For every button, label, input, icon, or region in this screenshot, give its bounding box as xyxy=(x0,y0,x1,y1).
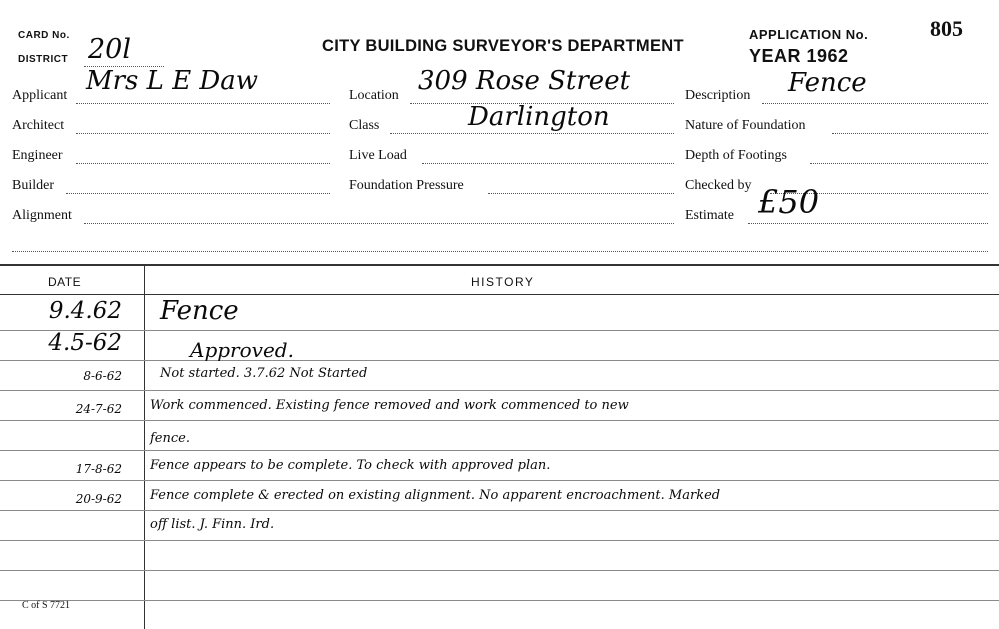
history-text: Approved. xyxy=(190,338,294,362)
live-load-label: Live Load xyxy=(349,148,407,163)
blank-dotted-line xyxy=(12,251,988,252)
class-label: Class xyxy=(349,118,380,133)
live-load-line xyxy=(422,163,674,164)
history-column-header: HISTORY xyxy=(471,275,535,289)
architect-label: Architect xyxy=(12,118,65,133)
history-text: fence. xyxy=(150,431,190,446)
engineer-label: Engineer xyxy=(12,148,63,163)
foundation-pressure-line xyxy=(488,193,674,194)
department-title: CITY BUILDING SURVEYOR'S DEPARTMENT xyxy=(322,37,684,55)
history-top-rule xyxy=(0,264,999,266)
engineer-line xyxy=(76,163,330,164)
builder-label: Builder xyxy=(12,178,54,193)
ruled-line xyxy=(0,390,999,391)
ruled-line xyxy=(0,450,999,451)
architect-line xyxy=(76,133,330,134)
description-line xyxy=(762,103,988,104)
card-number: 805 xyxy=(930,16,963,41)
location-value: 309 Rose Street xyxy=(418,66,631,96)
district-value: 20l xyxy=(88,34,131,65)
ruled-line xyxy=(0,540,999,541)
ruled-line xyxy=(0,570,999,571)
form-number: C of S 7721 xyxy=(22,600,71,611)
ruled-line xyxy=(0,330,999,331)
ruled-line xyxy=(0,420,999,421)
history-date: 4.5-62 xyxy=(48,330,122,356)
applicant-line xyxy=(76,103,330,104)
year-label: YEAR 1962 xyxy=(749,46,849,66)
history-date: 17-8-62 xyxy=(75,462,122,476)
estimate-value: £50 xyxy=(758,183,820,221)
depth-of-footings-line xyxy=(810,163,988,164)
ruled-line xyxy=(0,480,999,481)
card-no-label: CARD No. xyxy=(18,30,70,41)
history-text: Fence appears to be complete. To check with approved plan. xyxy=(150,458,551,473)
alignment-line xyxy=(84,223,674,224)
nature-of-foundation-line xyxy=(832,133,988,134)
date-column-divider xyxy=(144,266,145,629)
history-date: 24-7-62 xyxy=(75,402,122,416)
description-label: Description xyxy=(685,88,751,103)
district-label: DISTRICT xyxy=(18,54,69,65)
history-text: Work commenced. Existing fence removed and work commenced to new xyxy=(150,398,629,413)
applicant-value: Mrs L E Daw xyxy=(86,66,259,96)
alignment-label: Alignment xyxy=(12,208,72,223)
history-date: 9.4.62 xyxy=(48,298,122,324)
depth-of-footings-label: Depth of Footings xyxy=(685,148,787,163)
checked-by-label: Checked by xyxy=(685,178,752,193)
history-text: off list. J. Finn. Ird. xyxy=(150,517,275,532)
builder-line xyxy=(66,193,330,194)
ruled-line xyxy=(0,600,999,601)
class-line xyxy=(390,133,674,134)
history-header-rule xyxy=(0,294,999,295)
history-text: Fence xyxy=(160,296,239,326)
estimate-label: Estimate xyxy=(685,208,734,223)
location-value-line2: Darlington xyxy=(468,102,610,132)
date-column-header: DATE xyxy=(48,275,82,289)
nature-of-foundation-label: Nature of Foundation xyxy=(685,118,806,133)
ruled-line xyxy=(0,360,999,361)
application-no-label: APPLICATION No. xyxy=(749,27,869,42)
location-label: Location xyxy=(349,88,399,103)
history-text: Not started. 3.7.62 Not Started xyxy=(160,366,368,381)
applicant-label: Applicant xyxy=(12,88,68,103)
history-text: Fence complete & erected on existing alignment. No apparent encroachment. Marked xyxy=(150,488,721,503)
history-date: 20-9-62 xyxy=(75,492,122,506)
history-date: 8-6-62 xyxy=(83,369,122,383)
estimate-line xyxy=(748,223,988,224)
description-value: Fence xyxy=(788,68,867,98)
ruled-line xyxy=(0,510,999,511)
foundation-pressure-label: Foundation Pressure xyxy=(349,178,464,193)
